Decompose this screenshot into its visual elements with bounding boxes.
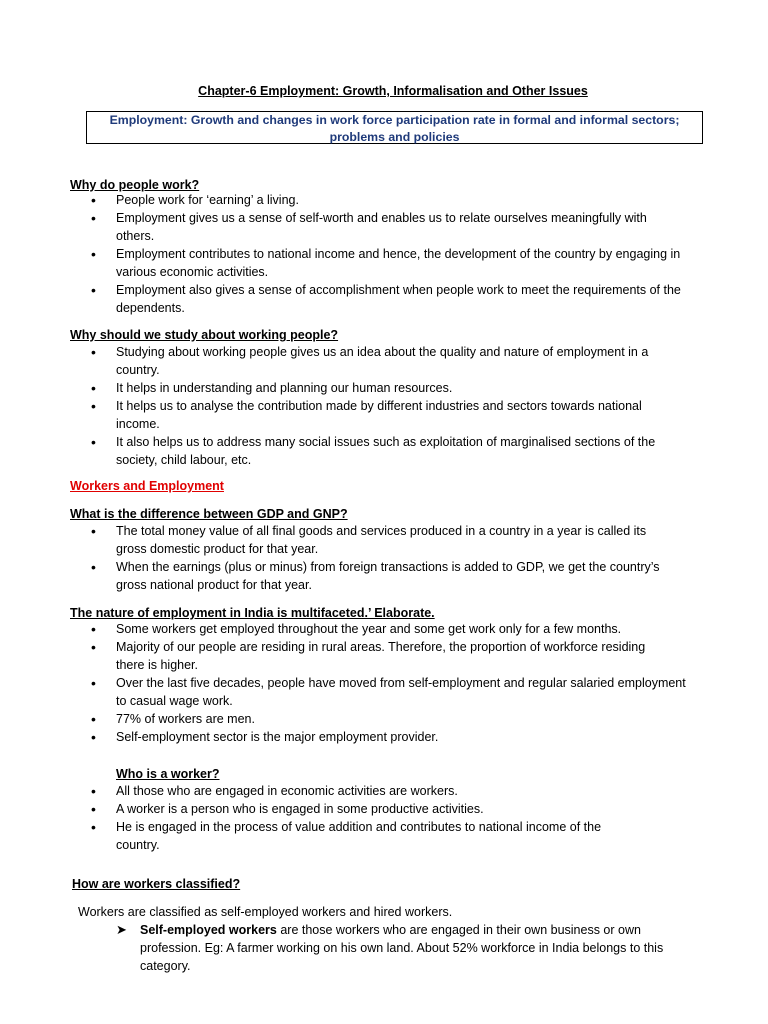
list-item: • 77% of workers are men. bbox=[70, 710, 670, 728]
classified-intro: Workers are classified as self-employed workers and hired workers. bbox=[78, 905, 453, 919]
heading-nature: The nature of employment in India is multifaceted.’ Elaborate. bbox=[70, 606, 435, 620]
list-item: • Majority of our people are residing in rural areas. Therefore, the proportion of workforce residing there is higher. bbox=[70, 638, 676, 674]
list-item: • It helps in understanding and planning our human resources. bbox=[70, 379, 670, 397]
heading-classified: How are workers classified? bbox=[72, 877, 241, 891]
list-item: • A worker is a person who is engaged in some productive activities. bbox=[70, 800, 670, 818]
list-item: • Employment gives us a sense of self-worth and enables us to relate ourselves meaningfully with others. bbox=[70, 209, 656, 245]
self-employed-item bbox=[116, 921, 676, 975]
heading-gdp-gnp: What is the difference between GDP and GNP? bbox=[70, 507, 348, 521]
topic-line-2: problems and policies bbox=[329, 130, 460, 144]
topic-box bbox=[86, 111, 703, 144]
list-item: • When the earnings (plus or minus) from foreign transactions is added to GDP, we get the country’s gross national product for that year. bbox=[70, 558, 670, 594]
list-item: • All those who are engaged in economic activities are workers. bbox=[70, 782, 670, 800]
list-item: • Employment contributes to national income and hence, the development of the country by engaging in various economic activities. bbox=[70, 245, 720, 281]
list-who-worker bbox=[70, 782, 670, 854]
list-item: • He is engaged in the process of value addition and contributes to national income of the country. bbox=[70, 818, 636, 854]
list-item: • Over the last five decades, people have moved from self-employment and regular salaried employment to casual wage work. bbox=[70, 674, 686, 710]
list-item: • Self-employment sector is the major employment provider. bbox=[70, 728, 670, 746]
list-why-work bbox=[70, 191, 720, 317]
self-employed-term: Self-employed workers bbox=[140, 923, 277, 937]
list-item: • It helps us to analyse the contribution made by different industries and sectors towards national income. bbox=[70, 397, 646, 433]
topic-line-1: Employment: Growth and changes in work force participation rate in formal and informal sectors; bbox=[109, 113, 680, 127]
heading-why-work: Why do people work? bbox=[70, 178, 200, 192]
list-item: • Employment also gives a sense of accomplishment when people work to meet the requirements of the dependents. bbox=[70, 281, 720, 317]
list-nature bbox=[70, 620, 686, 746]
arrow-bullet-icon: ➤ bbox=[116, 922, 127, 937]
list-why-study bbox=[70, 343, 670, 469]
heading-who-worker: Who is a worker? bbox=[116, 767, 220, 781]
heading-why-study: Why should we study about working people? bbox=[70, 328, 339, 342]
list-item: • The total money value of all final goods and services produced in a country in a year is called its gross domestic product for that year. bbox=[70, 522, 670, 558]
page-title: Chapter-6 Employment: Growth, Informalisation and Other Issues bbox=[198, 84, 588, 98]
list-item: • Some workers get employed throughout the year and some get work only for a few months. bbox=[70, 620, 670, 638]
list-item: • It also helps us to address many social issues such as exploitation of marginalised sections of the society, child labour, etc. bbox=[70, 433, 670, 469]
self-employed-definition: are those workers who are engaged in their own business or own profession. Eg: A farmer working on his own land. About 52% workforce in India belongs to this category. bbox=[140, 923, 664, 973]
list-item: • People work for ‘earning’ a living. bbox=[70, 191, 720, 209]
list-gdp-gnp bbox=[70, 522, 670, 594]
heading-workers-employment: Workers and Employment bbox=[70, 479, 224, 493]
list-item: • Studying about working people gives us an idea about the quality and nature of employment in a country. bbox=[70, 343, 670, 379]
